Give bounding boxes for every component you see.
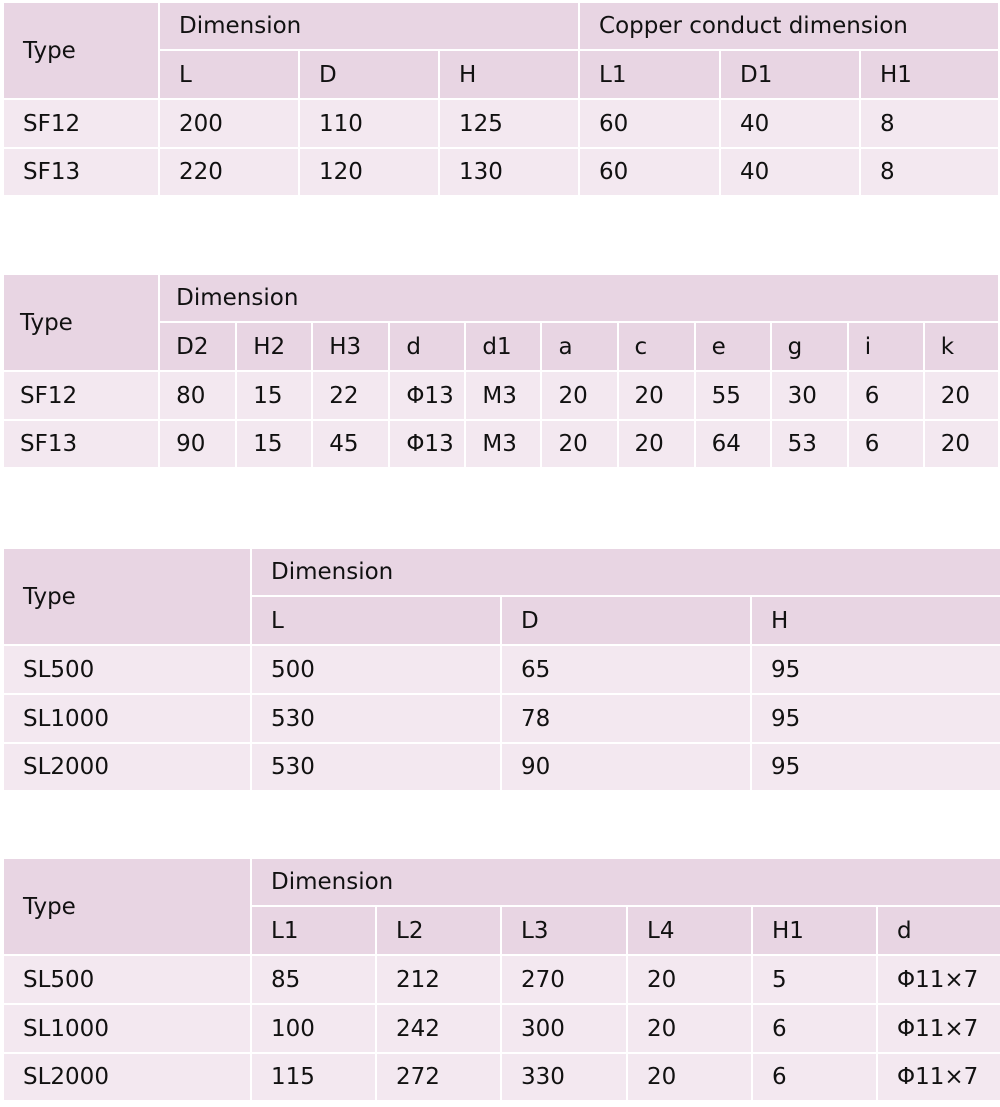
table-cell: Φ11×7: [878, 1054, 1000, 1100]
table-row: [4, 149, 998, 195]
column-header: D: [300, 51, 438, 98]
column-header: L1: [580, 51, 719, 98]
table-cell: 220: [160, 149, 298, 195]
table-cell: 330: [502, 1054, 626, 1100]
table-cell: 64: [696, 421, 770, 467]
type-cell: SL500: [4, 646, 250, 693]
type-header: Type: [4, 3, 158, 98]
column-header: D2: [160, 323, 235, 370]
table-cell: 53: [772, 421, 847, 467]
table-cell: 300: [502, 1005, 626, 1052]
table-cell: 15: [237, 372, 311, 419]
table-cell: Φ13: [390, 421, 464, 467]
type-header: Type: [4, 275, 158, 370]
table-cell: 530: [252, 695, 500, 742]
column-header: D1: [721, 51, 859, 98]
table-cell: M3: [466, 421, 540, 467]
column-header: g: [772, 323, 847, 370]
column-header: d: [390, 323, 464, 370]
table-row: [4, 100, 998, 147]
table-cell: 40: [721, 100, 859, 147]
column-header: a: [542, 323, 616, 370]
table-cell: 125: [440, 100, 578, 147]
type-cell: SL1000: [4, 695, 250, 742]
table-row: [4, 421, 998, 467]
table-cell: 212: [377, 956, 500, 1003]
table-cell: 45: [313, 421, 388, 467]
table-cell: 95: [752, 695, 1000, 742]
column-header: e: [696, 323, 770, 370]
table-cell: 530: [252, 744, 500, 790]
table-cell: 30: [772, 372, 847, 419]
table-cell: 95: [752, 646, 1000, 693]
table-cell: 6: [849, 372, 923, 419]
table-cell: 60: [580, 100, 719, 147]
table-cell: Φ11×7: [878, 1005, 1000, 1052]
column-header: L: [252, 597, 500, 644]
table-cell: 90: [160, 421, 235, 467]
column-header: k: [925, 323, 998, 370]
column-header: L: [160, 51, 298, 98]
table-row: [4, 1005, 1000, 1052]
table-cell: 272: [377, 1054, 500, 1100]
type-cell: SL2000: [4, 1054, 250, 1100]
table-cell: 22: [313, 372, 388, 419]
table-cell: 85: [252, 956, 375, 1003]
table-cell: 200: [160, 100, 298, 147]
dimension-group-header: Dimension: [160, 275, 998, 321]
table-cell: 20: [542, 421, 616, 467]
type-cell: SL2000: [4, 744, 250, 790]
spec-table-1: [2, 1, 1000, 197]
type-cell: SF13: [4, 421, 158, 467]
table-cell: 80: [160, 372, 235, 419]
table-cell: 20: [619, 372, 694, 419]
dimension-group-header: Dimension: [252, 859, 1000, 905]
table-cell: Φ11×7: [878, 956, 1000, 1003]
table-cell: 20: [628, 1054, 751, 1100]
table-cell: 95: [752, 744, 1000, 790]
column-header: L1: [252, 907, 375, 954]
column-header: L3: [502, 907, 626, 954]
type-cell: SF13: [4, 149, 158, 195]
table-cell: 20: [628, 956, 751, 1003]
table-cell: 60: [580, 149, 719, 195]
table-cell: 15: [237, 421, 311, 467]
table-cell: 110: [300, 100, 438, 147]
type-cell: SF12: [4, 100, 158, 147]
type-cell: SL500: [4, 956, 250, 1003]
column-header: L4: [628, 907, 751, 954]
column-header: c: [619, 323, 694, 370]
table-row: [4, 956, 1000, 1003]
table-row: [4, 646, 1000, 693]
table-row: [4, 372, 998, 419]
type-cell: SL1000: [4, 1005, 250, 1052]
table-cell: 5: [753, 956, 876, 1003]
table-cell: Φ13: [390, 372, 464, 419]
table-cell: 270: [502, 956, 626, 1003]
table-row: [4, 695, 1000, 742]
column-header: H3: [313, 323, 388, 370]
dimension-group-header: Dimension: [160, 3, 578, 49]
column-header: d1: [466, 323, 540, 370]
table-cell: 65: [502, 646, 750, 693]
table-cell: 20: [542, 372, 616, 419]
column-header: H: [440, 51, 578, 98]
table-cell: 20: [925, 421, 998, 467]
table-cell: 6: [849, 421, 923, 467]
table-row: [4, 744, 1000, 790]
spec-table-4: [2, 857, 1000, 1102]
table-cell: 20: [925, 372, 998, 419]
column-header: d: [878, 907, 1000, 954]
table-cell: 20: [628, 1005, 751, 1052]
column-header: D: [502, 597, 750, 644]
table-cell: 78: [502, 695, 750, 742]
type-header: Type: [4, 549, 250, 644]
table-cell: 90: [502, 744, 750, 790]
table-cell: 8: [861, 149, 998, 195]
type-cell: SF12: [4, 372, 158, 419]
table-cell: 8: [861, 100, 998, 147]
column-header: H2: [237, 323, 311, 370]
table-cell: 130: [440, 149, 578, 195]
column-header: i: [849, 323, 923, 370]
dimension-group-header: Dimension: [252, 549, 1000, 595]
table-row: [4, 1054, 1000, 1100]
column-header: H1: [861, 51, 998, 98]
column-header: H: [752, 597, 1000, 644]
spec-table-2: [2, 273, 1000, 469]
column-header: H1: [753, 907, 876, 954]
table-cell: 500: [252, 646, 500, 693]
table-cell: 242: [377, 1005, 500, 1052]
table-cell: M3: [466, 372, 540, 419]
table-cell: 120: [300, 149, 438, 195]
table-cell: 20: [619, 421, 694, 467]
copper-dimension-group-header: Copper conduct dimension: [580, 3, 998, 49]
table-cell: 115: [252, 1054, 375, 1100]
table-cell: 100: [252, 1005, 375, 1052]
table-cell: 40: [721, 149, 859, 195]
table-cell: 6: [753, 1005, 876, 1052]
spec-table-3: [2, 547, 1000, 792]
type-header: Type: [4, 859, 250, 954]
table-cell: 55: [696, 372, 770, 419]
column-header: L2: [377, 907, 500, 954]
table-cell: 6: [753, 1054, 876, 1100]
